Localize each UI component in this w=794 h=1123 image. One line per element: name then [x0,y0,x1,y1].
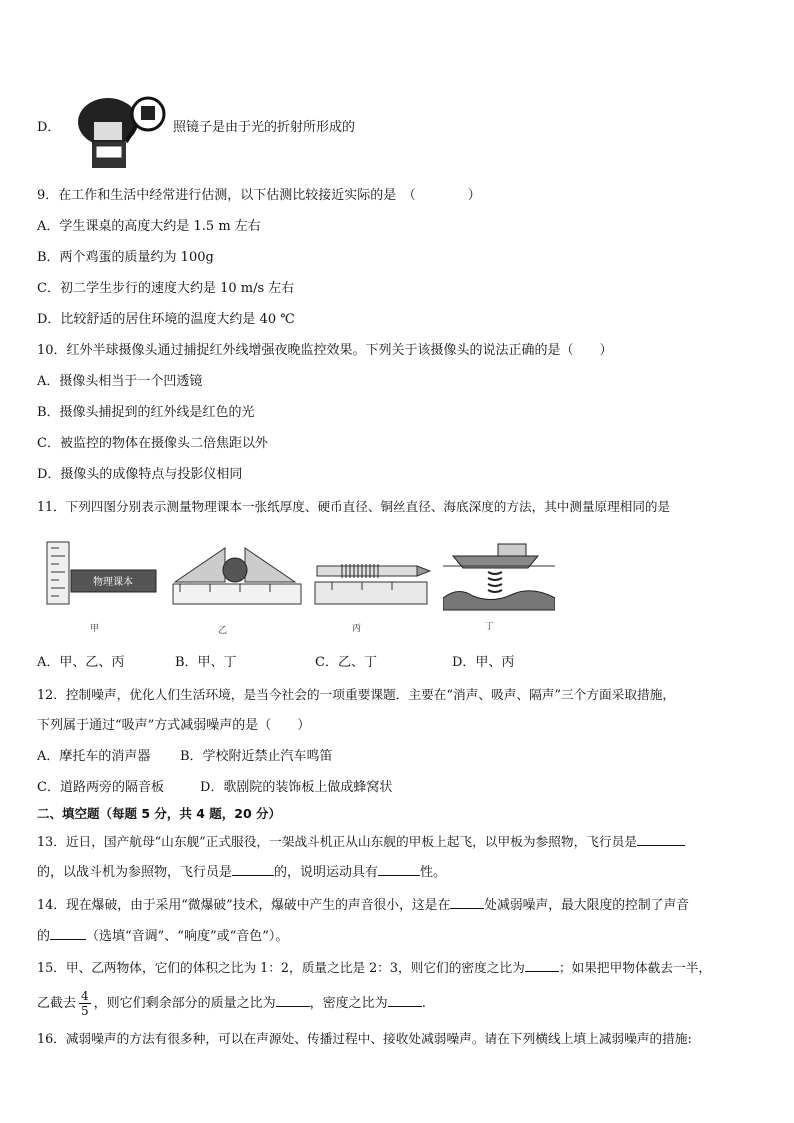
q8-option-d-text: 照镜子是由于光的折射所形成的 [173,120,356,135]
q9-option-c: C．初二学生步行的速度大约是 10 m/s 左右 [37,281,295,296]
fraction-numerator: 4 [81,989,89,1003]
figure-bing-wire-diameter [312,546,432,612]
q12-option-b: B．学校附近禁止汽车鸣笛 [180,749,333,764]
q8-option-d-letter: D． [37,120,61,135]
q15-blank-3[interactable] [388,993,422,1007]
q15-text-6: . [421,996,426,1011]
q15-text-5: ，密度之比为 [309,996,388,1011]
q14-blank-1[interactable] [450,895,484,909]
q12-stem-line2: 下列属于通过“吸声”方式减弱噪声的是（ ） [37,718,311,733]
q10-option-d: D．摄像头的成像特点与投影仪相同 [37,467,243,482]
q10-option-a: A．摄像头相当于一个凹透镜 [37,374,203,389]
q12-option-d: D．歌剧院的装饰板上做成蜂窝状 [200,780,393,795]
q13-text-1: 13．近日，国产航母“山东舰”正式服役，一架战斗机正从山东舰的甲板上起飞，以甲板为参照物，飞行员是 [37,834,638,849]
q15-blank-2[interactable] [276,993,310,1007]
mirror-person-illustration [68,92,168,170]
q15-text-1: 15．甲、乙两物体，它们的体积之比为 1：2，质量之比是 2：3，则它们的密度之比为 [37,960,525,975]
q14-text-2: 处减弱噪声，最大限度的控制了声音 [484,898,690,913]
section-2-title: 二、填空题（每题 5 分，共 4 题，20 分） [37,806,282,821]
q9-option-d: D．比较舒适的居住环境的温度大约是 40 ℃ [37,312,295,327]
q11-option-a: A．甲、乙、丙 [37,655,125,670]
q15-line1 [37,958,711,977]
q14-text-1: 14．现在爆破，由于采用“微爆破”技术，爆破中产生的声音很小，这是在 [37,898,451,913]
q14-text-4: （选填“音调”、“响度”或“音色”）。 [86,929,289,944]
q13-line2 [37,862,446,882]
q9-option-a: A．学生课桌的高度大约是 1.5 m 左右 [37,219,261,234]
figure-ding-sea-depth [443,536,555,612]
q10-option-c: C．被监控的物体在摄像头二倍焦距以外 [37,436,268,451]
q15-blank-1[interactable] [525,958,559,972]
q11-stem: 11．下列四图分别表示测量物理课本一张纸厚度、硬币直径、铜丝直径、海底深度的方法，其中测量原理相同的是 [37,499,671,514]
q13-text-4: 性。 [420,865,447,880]
q9-stem: 9．在工作和生活中经常进行估测，以下估测比较接近实际的是 （ ） [37,188,481,203]
figure-yi-coin-diameter [170,540,305,610]
q12-option-c: C．道路两旁的隔音板 [37,780,164,795]
fraction-denominator: 5 [81,1004,89,1018]
q11-option-c: C．乙、丁 [315,655,377,670]
caption-jia: 甲 [90,624,100,634]
q15-fraction [79,989,91,1018]
q13-blank-1[interactable] [637,832,685,846]
q12-stem-line1: 12．控制噪声，优化人们生活环境，是当今社会的一项重要课题．主要在“消声、吸声、隔声”三个方面采取措施， [37,687,676,702]
q13-blank-3[interactable] [378,862,420,876]
q15-text-4: ，则它们剩余部分的质量之比为 [93,996,276,1011]
caption-bing: 丙 [352,624,362,634]
q11-option-b: B．甲、丁 [175,655,237,670]
q14-text-3: 的 [37,929,51,944]
q9-option-b: B．两个鸡蛋的质量约为 100g [37,250,214,265]
caption-yi: 乙 [218,626,228,636]
q13-text-2: 的，以战斗机为参照物，飞行员是 [37,865,233,880]
book-label: 物理课本 [93,577,133,588]
q14-blank-2[interactable] [50,926,86,940]
caption-ding: 丁 [485,622,495,632]
q13-blank-2[interactable] [232,862,274,876]
q11-option-d: D．甲、丙 [452,655,515,670]
q10-option-b: B．摄像头捕捉到的红外线是红色的光 [37,405,255,420]
q10-stem: 10．红外半球摄像头通过捕捉红外线增强夜晚监控效果。下列关于该摄像头的说法正确的是（ ） [37,343,613,358]
q16-stem: 16．减弱噪声的方法有很多种，可以在声源处、传播过程中、接收处减弱噪声。请在下列横线上填上减弱噪声的措施: [37,1031,692,1046]
q15-line2 [37,988,426,1020]
q15-text-3: 乙截去 [37,996,77,1011]
q12-option-a: A．摩托车的消声器 [37,749,151,764]
q13-text-3: 的，说明运动具有 [274,865,379,880]
figure-jia-paper-thickness [45,540,160,610]
q14-line2 [37,926,288,946]
q15-text-2: ；如果把甲物体截去一半， [558,960,712,975]
q14-line1 [37,895,689,915]
q13-line1 [37,832,685,851]
